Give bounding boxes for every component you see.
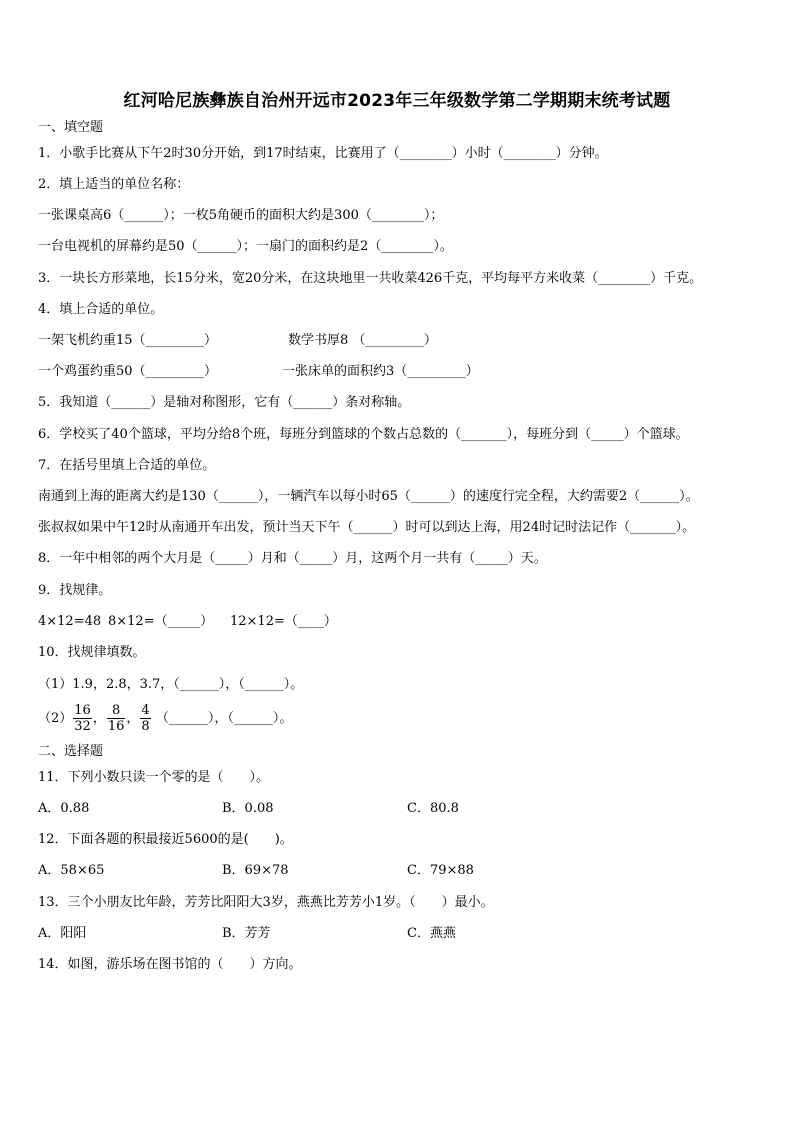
question-2-line-b: 一台电视机的屏幕约是50（______）；一扇门的面积约是2（________）。 (38, 239, 453, 254)
q10-part2-blanks: （______），（______）。 (155, 711, 293, 726)
question-3: 3．一块长方形菜地，长15分米，宽20分米，在这块地里一共收菜426千克，平均每平方米收菜（________）千克。 (38, 271, 703, 286)
fraction-denominator: 8 (141, 719, 150, 734)
q11-option-b: B．0.08 (222, 801, 274, 816)
q11-option-c: C．80.8 (407, 801, 459, 816)
page-title: 红河哈尼族彝族自治州开远市2023年三年级数学第二学期期末统考试题 (123, 91, 671, 111)
q12-option-c: C．79×88 (407, 863, 474, 878)
question-9-item-a: 4×12=48 (38, 614, 102, 629)
q12-option-b: B．69×78 (222, 863, 289, 878)
question-2-line-a: 一张课桌高6（______）；一枚5角硬币的面积大约是300（________）； (38, 208, 444, 223)
question-4-item-b: 数学书厚8 （_________） (288, 333, 437, 348)
fraction-numerator: 4 (141, 703, 150, 718)
q11-option-a: A．0.88 (38, 801, 90, 816)
fraction-separator: ， (126, 711, 140, 726)
question-4-item-c: 一个鸡蛋约重50（_________） (38, 364, 218, 379)
question-1: 1．小歌手比赛从下午2时30分开始，到17时结束，比赛用了（________）小时（________）分钟。 (38, 146, 608, 161)
question-4: 4．填上合适的单位。 (38, 302, 164, 317)
question-9-item-c: 12×12=（____） (230, 614, 337, 629)
q10-part2-label: （2） (38, 711, 73, 726)
question-4-item-d: 一张床单的面积约3（_________） (282, 364, 479, 379)
question-14: 14．如图，游乐场在图书馆的（ ）方向。 (38, 957, 302, 972)
question-10-part-2 (38, 702, 292, 736)
question-7-line-a: 南通到上海的距离大约是130（______），一辆汽车以每小时65（______）的速度行完全程，大约需要2（______）。 (38, 489, 699, 504)
question-9: 9．找规律。 (38, 583, 112, 598)
question-11: 11．下列小数只读一个零的是（ ）。 (38, 770, 270, 785)
question-5: 5．我知道（______）是轴对称图形，它有（______）条对称轴。 (38, 395, 411, 410)
section-heading-multiple-choice: 二、选择题 (38, 744, 104, 759)
question-2: 2．填上适当的单位名称： (38, 177, 190, 192)
fraction-4-8 (140, 703, 150, 734)
fraction-numerator: 16 (74, 703, 91, 718)
question-7-line-b: 张叔叔如果中午12时从南通开车出发，预计当天下午（______）时可以到达上海，用24时记时法记作（_______）。 (38, 520, 696, 535)
question-12: 12．下面各题的积最接近5600的是( )。 (38, 832, 293, 847)
fraction-numerator: 8 (107, 703, 126, 719)
question-6: 6．学校买了40个篮球，平均分给8个班，每班分到篮球的个数占总数的（_______），每班分到（_____）个篮球。 (38, 427, 689, 442)
question-7: 7．在括号里填上合适的单位。 (38, 458, 216, 473)
fraction-8-16 (107, 703, 126, 734)
q13-option-c: C．燕燕 (407, 926, 456, 941)
fraction-denominator: 32 (74, 719, 91, 734)
fraction-separator: ， (92, 711, 106, 726)
fraction-16-32 (73, 703, 92, 734)
fraction-denominator: 16 (107, 719, 125, 734)
q13-option-b: B．芳芳 (222, 926, 271, 941)
question-13: 13．三个小朋友比年龄，芳芳比阳阳大3岁，燕燕比芳芳小1岁。（ ）最小。 (38, 895, 494, 910)
section-heading-fill-blank: 一、填空题 (38, 120, 104, 135)
question-10: 10．找规律填数。 (38, 645, 146, 660)
q13-option-a: A．阳阳 (38, 926, 87, 941)
question-9-item-b: 8×12=（_____） (108, 614, 214, 629)
question-4-item-a: 一架飞机约重15（_________） (38, 333, 218, 348)
q12-option-a: A．58×65 (38, 863, 105, 878)
question-10-part-1: （1）1.9，2.8，3.7，（______），（______）。 (38, 677, 304, 692)
question-8: 8．一年中相邻的两个大月是（_____）月和（_____）月，这两个月一共有（_____）天。 (38, 551, 547, 566)
